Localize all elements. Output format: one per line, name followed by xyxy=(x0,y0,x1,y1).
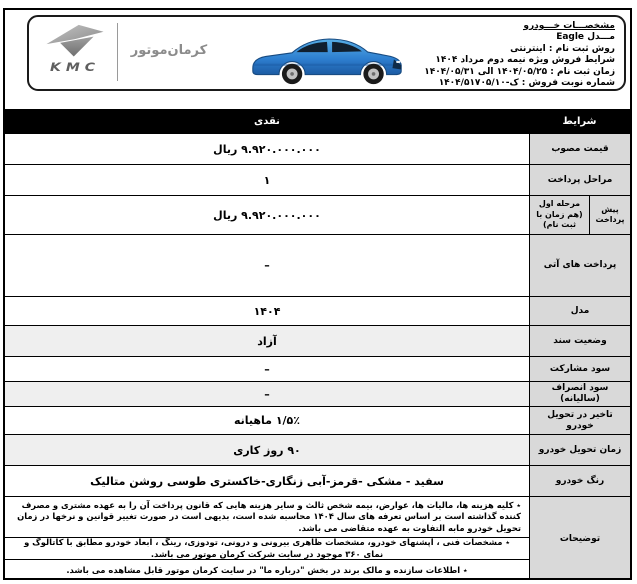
table-row: سود انصراف (سالیانه) – xyxy=(5,381,630,406)
kmc-letters: KMC xyxy=(49,61,101,75)
vehicle-specs-info xyxy=(395,21,615,89)
table-row: قیمت مصوب ۹.۹۲۰.۰۰۰.۰۰۰ ریال xyxy=(5,133,630,164)
table-row: زمان تحویل خودرو ۹۰ روز کاری xyxy=(5,434,630,465)
sub-label: مرحله اول (هم زمان با ثبت نام) xyxy=(529,196,589,234)
document-page xyxy=(3,8,632,580)
header-cash: نقدی xyxy=(254,115,280,127)
note-item: ٭ اطلاعات سازنده و مالک برند در بخش "درباره ما" در سایت کرمان موتور قابل مشاهده می باشد. xyxy=(5,559,529,580)
kmc-logo xyxy=(39,20,111,88)
header-box xyxy=(27,15,626,91)
kmc-wordmark: کرمان‌موتور xyxy=(130,43,208,58)
model-line xyxy=(395,32,615,43)
model-value: Eagle xyxy=(556,32,585,43)
notes-column xyxy=(5,497,529,580)
note-item: ٭ کلیه هزینه ها، مالیات ها، عوارض، بیمه شخص ثالث و سایر هزینه هایی که قانون پرداخت آن را به عهده مشتری و مصرف کننده گذاشته است بر اساس تعرفه های سال ۱۴۰۴ محاسبه شده است، بدیهی است در صورت تغییر قوانین و نرخها در زمان تحویل خودرو مابه التفاوت به عهده متقاضی می باشد. xyxy=(17,499,521,533)
table-row: وضعیت سند آزاد xyxy=(5,325,630,356)
table-header-row xyxy=(5,109,630,133)
kmc-bird-icon xyxy=(44,20,106,62)
specs-title: مشخصـــات خـــودرو xyxy=(523,21,615,31)
sale-turn-number: شماره نوبت فروش : ۱۴۰۴/۵۱۷ک-۰۵/۱۰ xyxy=(438,78,615,89)
registration-method: روش ثبت نام : اینترنتی xyxy=(510,43,615,54)
car-image xyxy=(241,23,413,87)
table-row: پیش پرداخت مرحله اول (هم زمان با ثبت نام) ۹.۹۲۰.۰۰۰.۰۰۰ ریال xyxy=(5,195,630,234)
sale-conditions: شرایط فروش ویژه نیمه دوم مرداد ۱۴۰۴ xyxy=(435,55,615,66)
header-strip xyxy=(5,10,630,100)
notes-row: توضیحات ٭ کلیه هزینه ها، مالیات ها، عوارض، بیمه شخص ثالث و سایر هزینه هایی که قانون پرداخت آن را به عهده مشتری و مصرف کننده گذاشته است بر اساس تعرفه های سال ۱۴۰۴ محاسبه شده است، بدیهی است در صورت تغییر قوانین و نرخها در زمان تحویل خودرو مابه التفاوت به عهده متقاضی می باشد. ٭ مشخصات فنی ، آپشنهای خودرو، مشخصات ظاهری بیرونی و درونی، تودوزی، رینگ ، ابعاد خودرو مطابق با کاتالوگ و نمای ۳۶۰ موجود در سایت شرکت کرمان موتور می باشد. ٭ اطلاعات سازنده و مالک برند در بخش "درباره ما" در سایت کرمان موتور قابل مشاهده می باشد. xyxy=(5,496,630,580)
table-row: رنگ خودرو سفید - مشکی -قرمز-آبی زنگاری-خاکستری طوسی روشن متالیک xyxy=(5,465,630,496)
model-label: مـــدل xyxy=(587,32,615,43)
table-row: پرداخت های آتی – xyxy=(5,234,630,296)
registration-time: زمان ثبت نام : ۱۴۰۴/۰۵/۲۵ الی ۱۴۰۴/۰۵/۳۱ xyxy=(424,66,615,77)
table-row: تاخیر در تحویل خودرو ۱/۵٪ ماهیانه xyxy=(5,406,630,434)
note-item: ٭ مشخصات فنی ، آپشنهای خودرو، مشخصات ظاهری بیرونی و درونی، تودوزی، رینگ ، ابعاد خودرو مطابق با کاتالوگ و نمای ۳۶۰ موجود در سایت شرکت کرمان موتور می باشد. xyxy=(5,537,529,559)
header-conditions: شرایط xyxy=(562,115,597,127)
table-row: مدل ۱۴۰۴ xyxy=(5,296,630,325)
conditions-table xyxy=(5,100,630,580)
logo-divider xyxy=(117,23,118,81)
table-row: مراحل پرداخت ۱ xyxy=(5,164,630,195)
table-row: سود مشارکت – xyxy=(5,356,630,381)
